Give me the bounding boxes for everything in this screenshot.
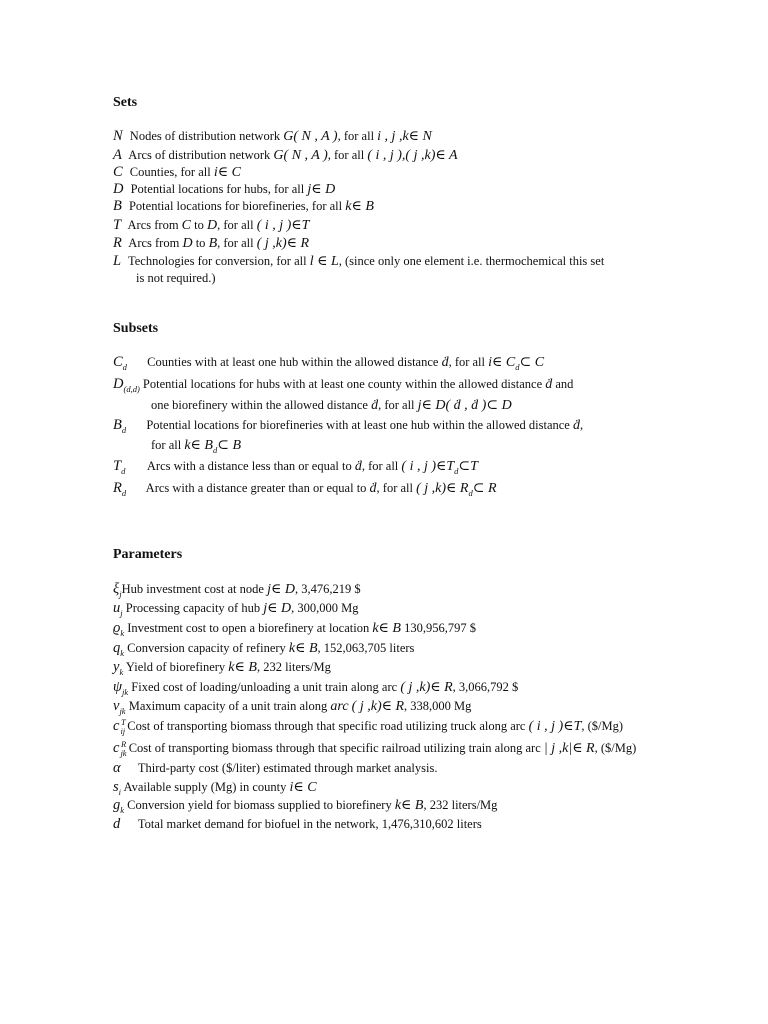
subset-row-continuation: for all k∈ $B_d\subset$ B — [151, 438, 242, 455]
set-row: T Arcs from C to D, for all ( i , j )∈T — [113, 217, 310, 233]
parameter-row: $s_i$ Available supply (Mg) in county i∈ C — [113, 779, 317, 797]
set-row-continuation: is not required.) — [136, 271, 216, 285]
parameter-row: c T $_{ij}$ Cost of transporting biomass through that specific road utilizing truck along arc ( i , j )∈T, ($/Mg) — [113, 717, 624, 736]
parameter-row: $y_k$ Yield of biorefinery k∈ B, 232 liters/Mg — [113, 659, 331, 677]
set-row: L Technologies for conversion, for all l ∈ L, (since only one element i.e. thermochemical this set — [113, 253, 605, 269]
set-row: A Arcs of distribution network G( N , A ), for all ( i , j ),( j ,k)∈ A — [113, 147, 458, 163]
set-row: C Counties, for all i∈ C — [113, 164, 241, 180]
sets-heading: Sets — [113, 95, 138, 110]
set-row: R Arcs from D to B, for all ( j ,k)∈ R — [113, 235, 310, 251]
set-row: N Nodes of distribution network G( N , A ), for all i , j ,k∈ N — [113, 128, 432, 144]
subsets-heading: Subsets — [113, 321, 159, 336]
parameter-row: $ϱ_k$ Investment cost to open a biorefinery at location k∈ B 130,956,797 $ — [113, 620, 476, 638]
subset-row: $B_d$ Potential locations for biorefineries with at least one hub within the allowed distance ḋ, — [113, 417, 584, 435]
subset-row: $C_d$ Counties with at least one hub within the allowed distance ḋ, for all i∈ $C_d\subset$ C — [113, 354, 545, 372]
parameter-row: c R $_{jk}$ Cost of transporting biomass through that specific railroad utilizing train along arc | j ,k|∈ R, ($/Mg) — [113, 739, 637, 758]
parameter-row: $u_j$ Processing capacity of hub j∈ D, 300,000 Mg — [113, 600, 359, 618]
set-row: D Potential locations for hubs, for all j∈ D — [113, 181, 336, 197]
parameter-row: α Third-party cost ($/liter) estimated through market analysis. — [113, 760, 438, 776]
parameter-row: $\psi_{jk}$ Fixed cost of loading/unloading a unit train along arc ( j ,k)∈ R, 3,066,792 $ — [113, 679, 519, 697]
parameter-row: $\xi_jHub$ investment cost at node j∈ D, 3,476,219 $ — [113, 581, 361, 599]
subset-row: $T_d$ Arcs with a distance less than or equal to ḋ, for all ( i , j )$\in T_d\subset T$ — [113, 458, 478, 476]
parameter-row: d Total market demand for biofuel in the network, 1,476,310,602 liters — [113, 816, 482, 832]
parameter-row: $g_k$ Conversion yield for biomass supplied to biorefinery k∈ B, 232 liters/Mg — [113, 797, 498, 815]
parameters-heading: Parameters — [113, 547, 183, 562]
parameter-row: $q_k$ Conversion capacity of refinery k∈ B, 152,063,705 liters — [113, 640, 415, 658]
subset-row-continuation: one biorefinery within the allowed distance ḋ, for all j∈ D( ḋ , ḋ )⊂ D — [151, 398, 512, 413]
parameter-row: $v_{jk}$ Maximum capacity of a unit train along arc ( j ,k)∈ R, 338,000 Mg — [113, 698, 472, 716]
subset-row: $D_{(d,d)}$ Potential locations for hubs with at least one county within the allowed distance ḋ and — [113, 376, 574, 394]
set-row: B Potential locations for biorefineries, for all k∈ B — [113, 198, 374, 214]
subset-row: $R_d$ Arcs with a distance greater than or equal to ḋ, for all ( j ,k)∈ $R_d\subset$ R — [113, 480, 497, 498]
